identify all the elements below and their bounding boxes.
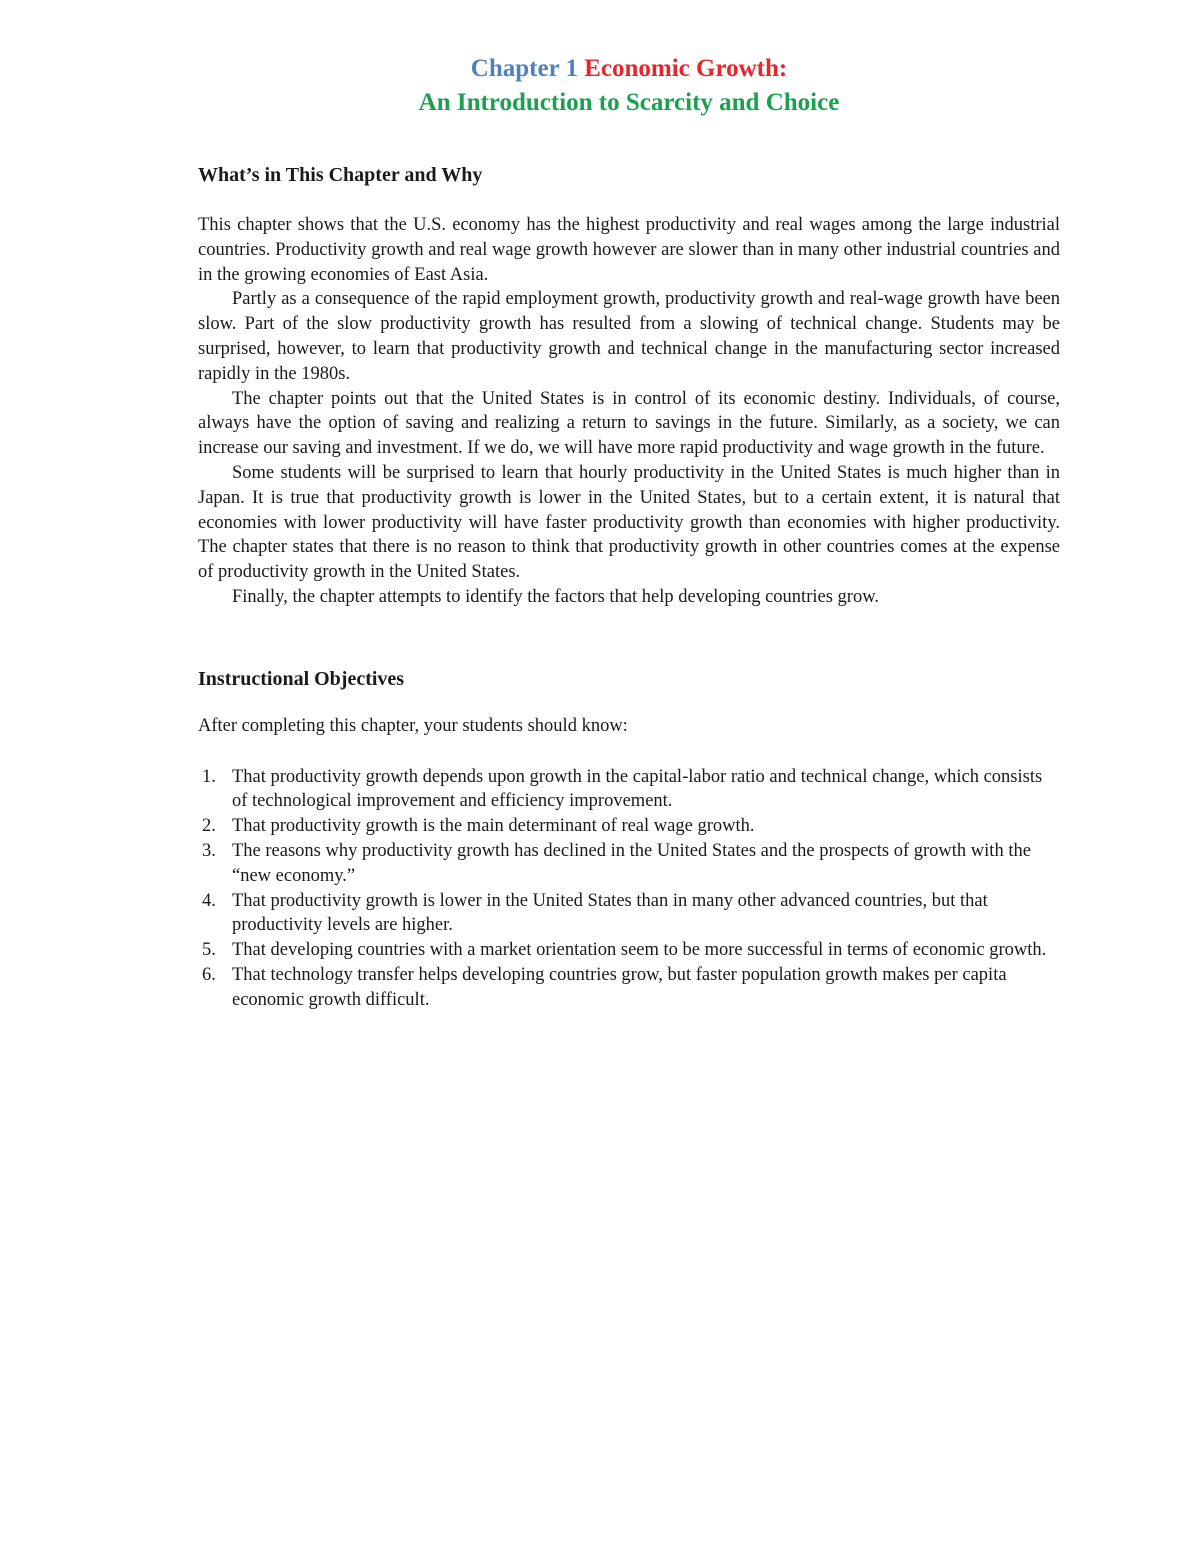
section-why-body xyxy=(198,213,1060,610)
list-text: That developing countries with a market orientation seem to be more successful in terms of economic growth. xyxy=(232,940,1047,961)
list-text: The reasons why productivity growth has declined in the United States and the prospects of growth with the “new economy.” xyxy=(232,840,1031,886)
list-number: 4. xyxy=(202,890,216,911)
objectives-intro: After completing this chapter, your students should know: xyxy=(198,715,628,736)
list-number: 2. xyxy=(202,816,216,837)
paragraph: Some students will be surprised to learn that hourly productivity in the United States is much higher than in Japan. It is true that productivity growth is lower in the United States, but to a certain extent, it is natural that economies with lower productivity will have faster productivity growth than economies with higher productivity. The chapter states that there is no reason to think that productivity growth in other countries comes at the expense of productivity growth in the United States. xyxy=(198,462,1060,583)
list-item xyxy=(198,963,1060,1013)
chapter-subtitle: An Introduction to Scarcity and Choice xyxy=(418,89,840,116)
paragraph: Finally, the chapter attempts to identify the factors that help developing countries grow. xyxy=(232,586,879,607)
list-item xyxy=(198,765,1060,815)
list-item xyxy=(198,938,1060,963)
paragraph: This chapter shows that the U.S. economy has the highest productivity and real wages among the large industrial countries. Productivity growth and real wage growth however are slower than in many other industrial countries and in the growing economies of East Asia. xyxy=(198,215,1060,285)
list-number: 3. xyxy=(202,840,216,861)
section-heading-why: What’s in This Chapter and Why xyxy=(198,164,483,186)
list-item xyxy=(198,814,1060,839)
list-number: 5. xyxy=(202,940,216,961)
list-number: 6. xyxy=(202,964,216,985)
objectives-list xyxy=(198,765,1060,1013)
list-item xyxy=(198,839,1060,889)
list-text: That productivity growth is the main determinant of real wage growth. xyxy=(232,816,755,837)
list-number: 1. xyxy=(202,766,216,787)
list-text: That productivity growth depends upon growth in the capital-labor ratio and technical change, which consists of technological improvement and efficiency improvement. xyxy=(232,766,1043,812)
chapter-main-title: Economic Growth: xyxy=(584,55,788,82)
paragraph: Partly as a consequence of the rapid employment growth, productivity growth and real-wage growth have been slow. Part of the slow productivity growth has resulted from a slowing of technical change. Students may be surprised, however, to learn that productivity growth and technical change in the manufacturing sector increased rapidly in the 1980s. xyxy=(198,289,1060,384)
paragraph: The chapter points out that the United States is in control of its economic destiny. Individuals, of course, always have the option of saving and realizing a return to savings in the future. Similarly, as a society, we can increase our saving and investment. If we do, we will have more rapid productivity and wage growth in the future. xyxy=(198,388,1060,459)
list-item xyxy=(198,889,1060,939)
section-heading-objectives: Instructional Objectives xyxy=(198,667,405,690)
chapter-title xyxy=(198,52,1060,86)
document-page xyxy=(198,52,1060,1013)
list-text: That technology transfer helps developing countries grow, but faster population growth makes per capita economic growth difficult. xyxy=(232,964,1007,1010)
chapter-number: Chapter 1 xyxy=(470,55,578,82)
list-text: That productivity growth is lower in the United States than in many other advanced countries, but that productivity levels are higher. xyxy=(232,890,988,936)
